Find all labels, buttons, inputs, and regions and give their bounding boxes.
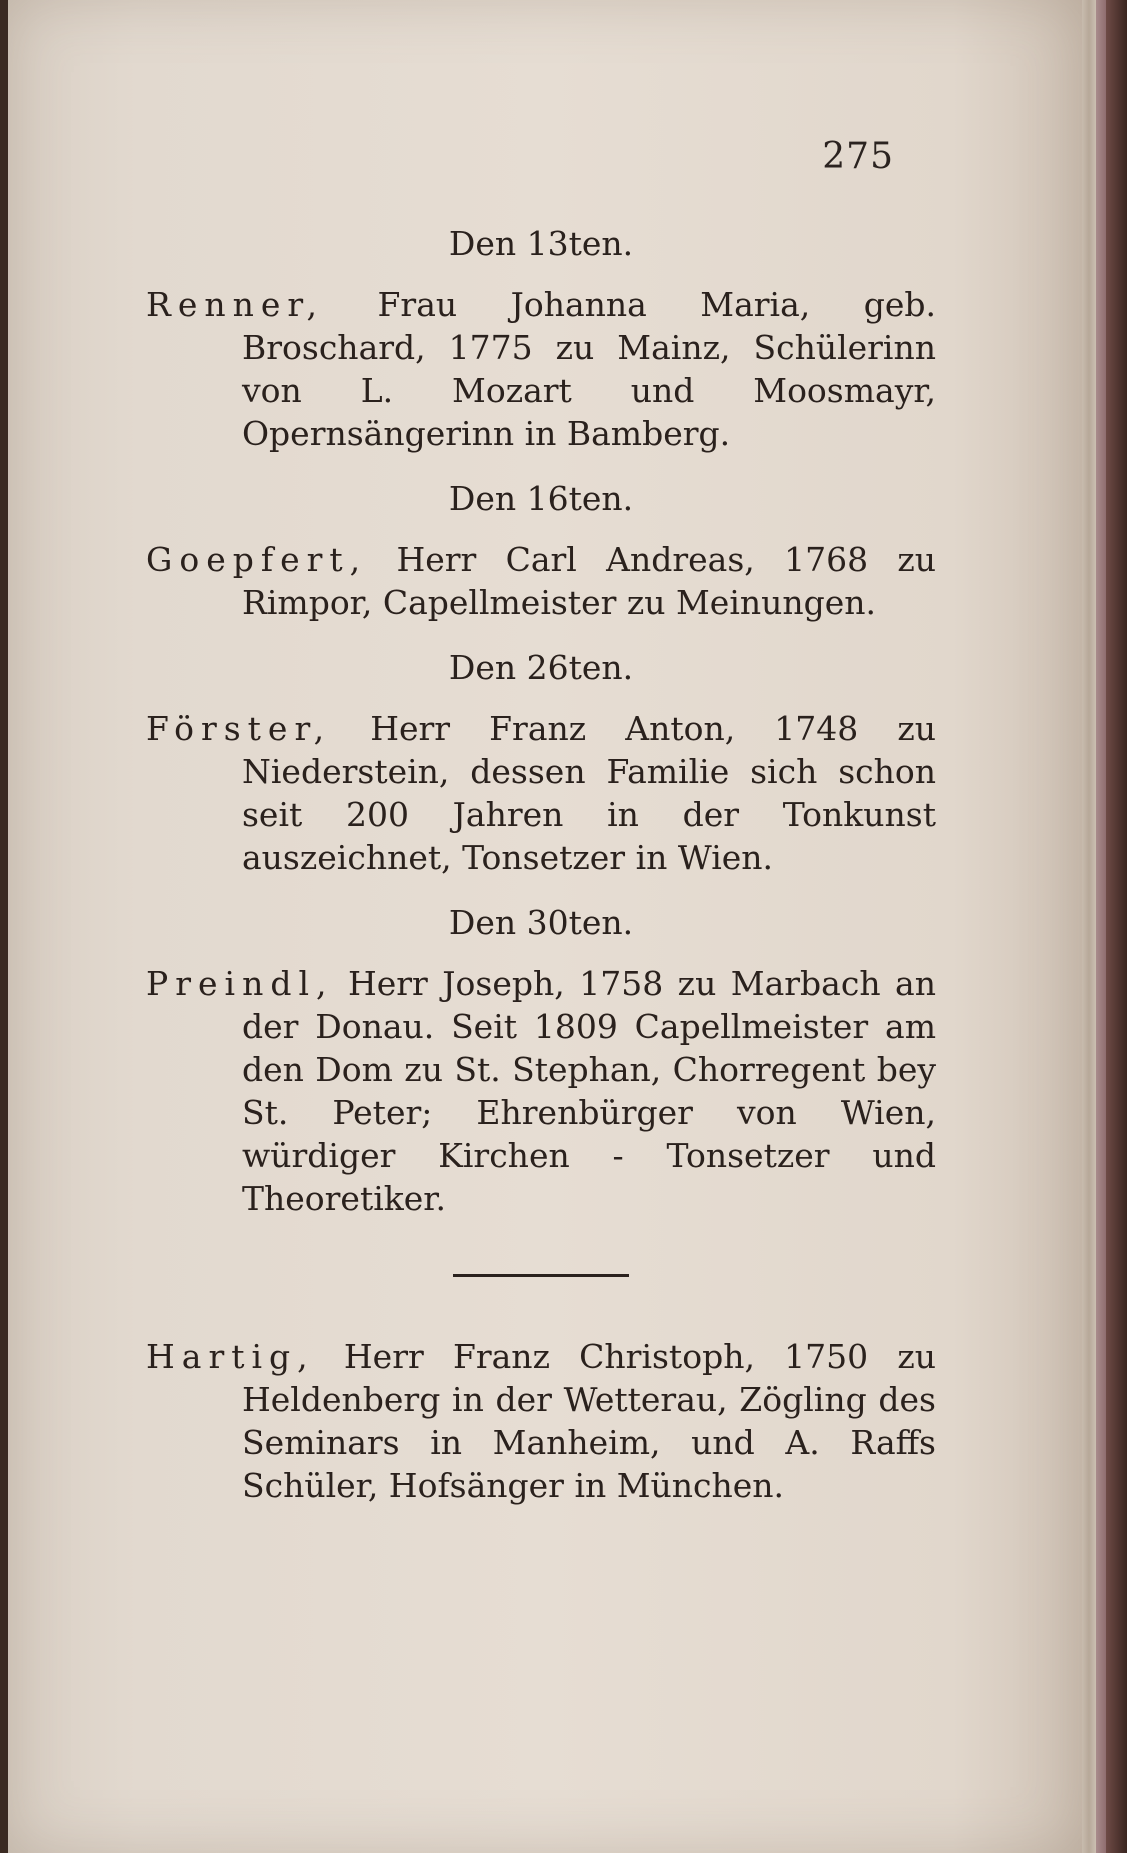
entry-text: Herr Carl Andreas, 1768 zu Rimpor, Capellmeister zu Meinungen. [242, 540, 936, 622]
page-edge-colored [1096, 0, 1106, 1853]
entry-name: Renner, [146, 285, 325, 324]
page-stack-edge [1082, 0, 1096, 1853]
entry-name: Goepfert, [146, 540, 368, 579]
entry-name: Förster, [146, 709, 332, 748]
page-content [146, 222, 936, 1529]
entry-name: Preindl, [146, 964, 334, 1003]
biography-entry [146, 538, 936, 624]
section-date: Den 26ten. [448, 648, 634, 687]
entry-text: Herr Franz Anton, 1748 zu Niederstein, dessen Familie sich schon seit 200 Jahren in der Tonkunst auszeichnet, Tonsetzer in Wien. [242, 709, 936, 877]
section-date: Den 13ten. [448, 224, 634, 263]
entry-text: Frau Johanna Maria, geb. Broschard, 1775 zu Mainz, Schülerinn von L. Mozart und Moosmayr, Opernsängerinn in Bamberg. [242, 285, 936, 453]
section-divider-rule [453, 1274, 629, 1277]
book-cover-edge [1106, 0, 1127, 1853]
biography-entry [146, 283, 936, 455]
section-date: Den 30ten. [448, 903, 634, 942]
section-date: Den 16ten. [448, 479, 634, 518]
entry-text: Herr Franz Christoph, 1750 zu Heldenberg in der Wetterau, Zögling des Seminars in Manheim, und A. Raffs Schüler, Hofsänger in München. [242, 1337, 936, 1505]
appendix-entry [146, 1335, 936, 1507]
entry-text: Herr Joseph, 1758 zu Marbach an der Donau. Seit 1809 Capellmeister am den Dom zu St. Stephan, Chorregent bey St. Peter; Ehrenbürger von Wien, würdiger Kirchen - Tonsetzer und Theoretiker. [242, 964, 936, 1218]
biography-entry [146, 962, 936, 1220]
biography-entry [146, 707, 936, 879]
page-number: 275 [822, 136, 894, 177]
page [8, 0, 1082, 1853]
entry-name: Hartig, [146, 1337, 315, 1376]
